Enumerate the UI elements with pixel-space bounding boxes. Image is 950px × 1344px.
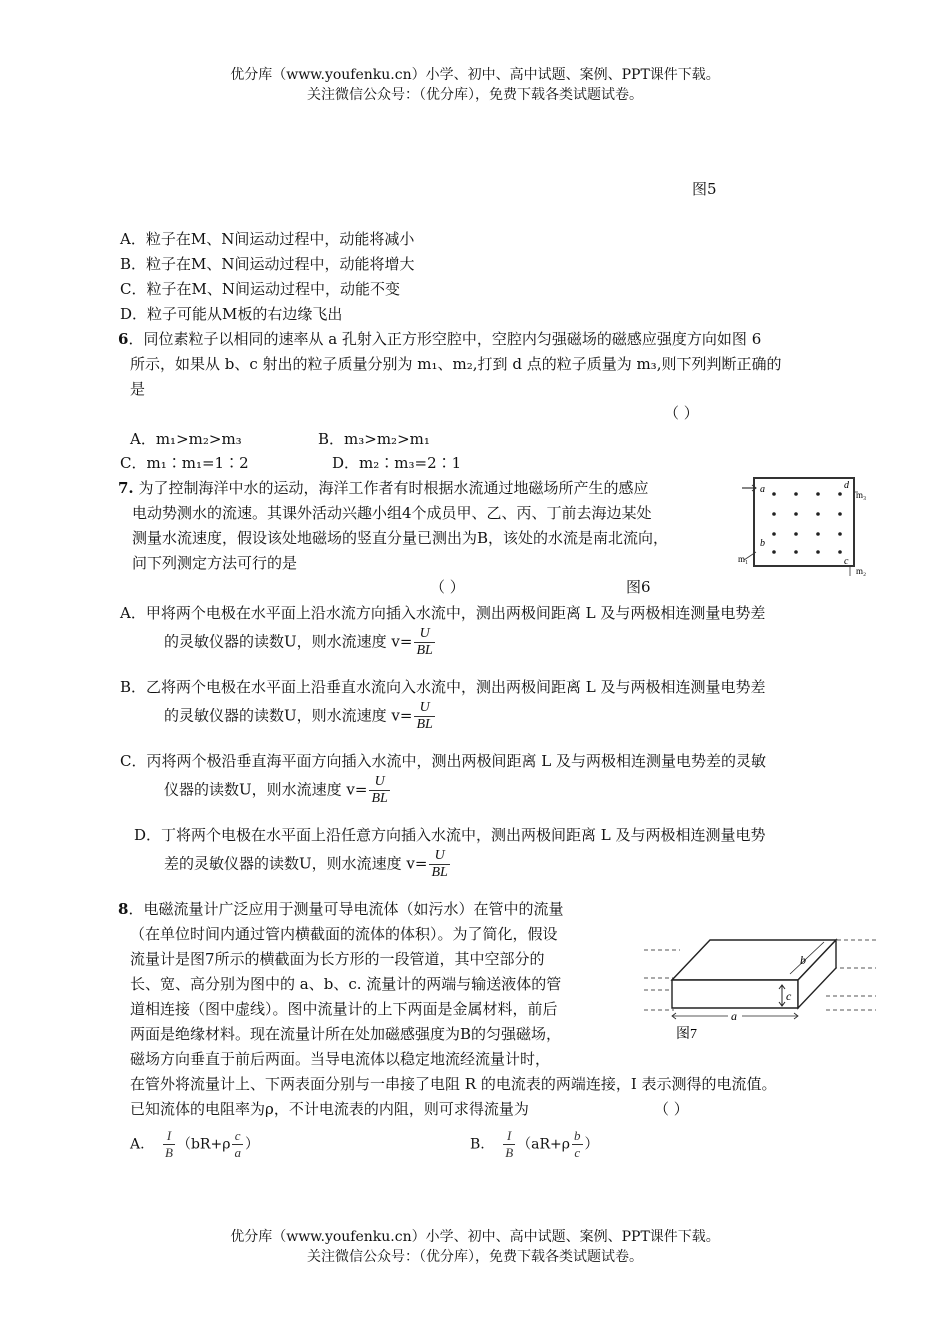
- q8-line-5: 道相连接（图中虚线）。图中流量计的上下两面是金属材料，前后: [130, 1000, 558, 1018]
- q8-line-9: 已知流体的电阻率为ρ，不计电流表的内阻，则可求得流量为: [130, 1100, 529, 1118]
- q8-option-b-end: ）: [584, 1136, 599, 1153]
- q8-option-b-fraction-1: [503, 1128, 515, 1161]
- q8-option-a-label: A.: [130, 1136, 145, 1153]
- q8-option-a-mid: （bR+ρ: [176, 1136, 231, 1153]
- q7-line-4: 问下列测定方法可行的是: [132, 554, 298, 572]
- frac-numerator: b: [574, 1128, 581, 1143]
- frac-denominator: B: [505, 1145, 514, 1160]
- q8-line-6: 两面是绝缘材料。现在流量计所在处加磁感强度为B的匀强磁场，: [130, 1025, 562, 1043]
- q6-text-1: ．同位素粒子以相同的速率从 a 孔射入正方形空腔中，空腔内匀强磁场的磁感应强度方向如图 6: [128, 330, 762, 348]
- q6-line-1: [118, 328, 761, 349]
- q7-option-a-line-2: [164, 626, 437, 659]
- frac-denominator: BL: [416, 717, 433, 732]
- q7-option-c-line-2: [164, 774, 392, 807]
- q8-answer-paren: （ ）: [654, 1100, 689, 1118]
- q7-answer-paren: （ ）: [430, 578, 465, 596]
- q6-option-c: C．m₁∶m₁=1∶2: [120, 454, 249, 472]
- q6-answer-paren: （ ）: [664, 404, 699, 422]
- fig7-caption: 图7: [676, 1027, 697, 1042]
- q8-option-b: [470, 1128, 599, 1161]
- q8-option-a-fraction-2: [232, 1128, 243, 1161]
- q7-option-c-fraction: [369, 774, 389, 807]
- fig6-label-d: d: [844, 480, 849, 491]
- q8-line-4: 长、宽、高分别为图中的 a、b、c. 流量计的两端与输送液体的管: [130, 975, 562, 993]
- q7-line-3: 测量水流速度，假设该处地磁场的竖直分量已测出为B，该处的水流是南北流向，: [132, 529, 669, 547]
- q5-option-c: C．粒子在M、N间运动过程中，动能不变: [120, 280, 400, 298]
- frac-denominator: BL: [371, 791, 388, 806]
- q7-option-b-fraction: [414, 700, 434, 733]
- q7-text-1: 为了控制海洋中水的运动，海洋工作者有时根据水流通过地磁场所产生的感应: [138, 479, 649, 497]
- fig6-label-m3: m₃: [856, 490, 867, 500]
- frac-denominator: c: [572, 1144, 583, 1161]
- q7-option-d-fraction: [429, 848, 449, 881]
- header-line-2: 关注微信公众号：（优分库），免费下载各类试题试卷。: [307, 87, 643, 103]
- frac-denominator: B: [165, 1145, 173, 1160]
- q7-option-d-line-1: D．丁将两个电极在水平面上沿任意方向插入水流中，测出两极间距离 L 及与两极相连测量电势: [134, 826, 766, 844]
- frac-denominator: BL: [431, 865, 448, 880]
- fig6-caption: 图6: [626, 578, 651, 596]
- q7-option-a-fraction: [414, 626, 434, 659]
- fig6-label-m2: m₂: [856, 566, 867, 576]
- q7-option-d-text: 差的灵敏仪器的读数U，则水流速度 v=: [164, 854, 428, 873]
- frac-numerator: U: [374, 774, 385, 789]
- frac-numerator: U: [419, 700, 430, 715]
- q8-option-b-fraction-2: [572, 1128, 583, 1161]
- frac-numerator: I: [166, 1128, 172, 1143]
- q5-option-b: B．粒子在M、N间运动过程中，动能将增大: [120, 255, 415, 273]
- q8-option-a-fraction-1: [163, 1128, 175, 1161]
- q7-option-b-text: 的灵敏仪器的读数U，则水流速度 v=: [164, 706, 413, 725]
- q8-option-a: [130, 1128, 259, 1161]
- q7-number: 7.: [118, 479, 134, 497]
- q7-option-a-line-1: A．甲将两个电极在水平面上沿水流方向插入水流中，测出两极间距离 L 及与两极相连测量电势差: [120, 604, 766, 622]
- fig7-label-c: c: [786, 989, 792, 1003]
- q8-line-8: 在管外将流量计上、下两表面分别与一串接了电阻 R 的电流表的两端连接，I 表示测得的电流值。: [130, 1075, 777, 1093]
- q6-option-a: A．m₁>m₂>m₃: [130, 430, 242, 448]
- q8-option-b-label: B.: [470, 1136, 485, 1153]
- footer-line-1: 优分库（www.youfenku.cn）小学、初中、高中试题、案例、PPT课件下载。: [230, 1229, 720, 1245]
- q8-option-a-end: ）: [244, 1136, 259, 1153]
- footer-line-2: 关注微信公众号：（优分库），免费下载各类试题试卷。: [307, 1249, 643, 1265]
- fig7-label-a: a: [731, 1009, 737, 1023]
- q6-line-3: 是: [130, 380, 146, 398]
- q8-line-2: （在单位时间内通过管内横截面的流体的体积）。为了简化，假设: [130, 925, 558, 943]
- q8-line-1: [118, 898, 563, 919]
- q8-line-7: 磁场方向垂直于前后两面。当导电流体以稳定地流经流量计时，: [130, 1050, 551, 1068]
- q7-option-b-line-1: B．乙将两个电极在水平面上沿垂直水流向入水流中，测出两极间距离 L 及与两极相连测量电势差: [120, 678, 766, 696]
- fig6-label-b: b: [760, 538, 765, 549]
- q7-option-a-text: 的灵敏仪器的读数U，则水流速度 v=: [164, 632, 413, 651]
- frac-numerator: U: [434, 848, 445, 863]
- fig6-diagram: [738, 472, 868, 576]
- q7-line-2: 电动势测水的流速。其课外活动兴趣小组4个成员甲、乙、丙、丁前去海边某处: [132, 504, 652, 522]
- q8-number: 8: [118, 900, 129, 918]
- fig5-caption: 图5: [692, 180, 717, 198]
- q8-text-1: ．电磁流量计广泛应用于测量可导电流体（如污水）在管中的流量: [128, 900, 564, 918]
- q7-option-c-line-1: C．丙将两个极沿垂直海平面方向插入水流中，测出两极间距离 L 及与两极相连测量电势差的灵敏: [120, 752, 766, 770]
- frac-numerator: I: [507, 1128, 512, 1143]
- q6-option-b: B．m₃>m₂>m₁: [318, 430, 430, 448]
- fig7-diagram: [640, 928, 880, 1046]
- fig7-label-b: b: [800, 953, 806, 967]
- q7-option-b-line-2: [164, 700, 437, 733]
- frac-numerator: c: [234, 1128, 241, 1143]
- q6-number: 6: [118, 330, 129, 348]
- frac-numerator: U: [419, 626, 430, 641]
- q6-option-d: D．m₂∶m₃=2∶1: [332, 454, 462, 472]
- fig6-label-c: c: [844, 556, 849, 567]
- q5-option-d: D．粒子可能从M板的右边缘飞出: [120, 305, 343, 323]
- frac-denominator: a: [234, 1145, 241, 1160]
- fig6-field-dots: [772, 492, 842, 554]
- q7-option-d-line-2: [164, 848, 452, 881]
- q7-option-c-text: 仪器的读数U，则水流速度 v=: [164, 780, 368, 799]
- q8-option-b-mid: （aR+ρ: [517, 1136, 571, 1153]
- fig7-front-face: [672, 980, 798, 1008]
- frac-denominator: BL: [416, 643, 433, 658]
- q7-line-1: [118, 477, 648, 498]
- fig6-label-m1: m₁: [738, 554, 749, 564]
- q8-line-3: 流量计是图7所示的横截面为长方形的一段管道，其中空部分的: [130, 950, 545, 968]
- q6-line-2: 所示，如果从 b、c 射出的粒子质量分别为 m₁、m₂,打到 d 点的粒子质量为 m₃,则下列判断正确的: [130, 355, 782, 373]
- header-line-1: 优分库（www.youfenku.cn）小学、初中、高中试题、案例、PPT课件下载。: [230, 67, 720, 83]
- q5-option-a: A．粒子在M、N间运动过程中，动能将减小: [120, 230, 415, 248]
- fig6-label-a: a: [760, 484, 765, 495]
